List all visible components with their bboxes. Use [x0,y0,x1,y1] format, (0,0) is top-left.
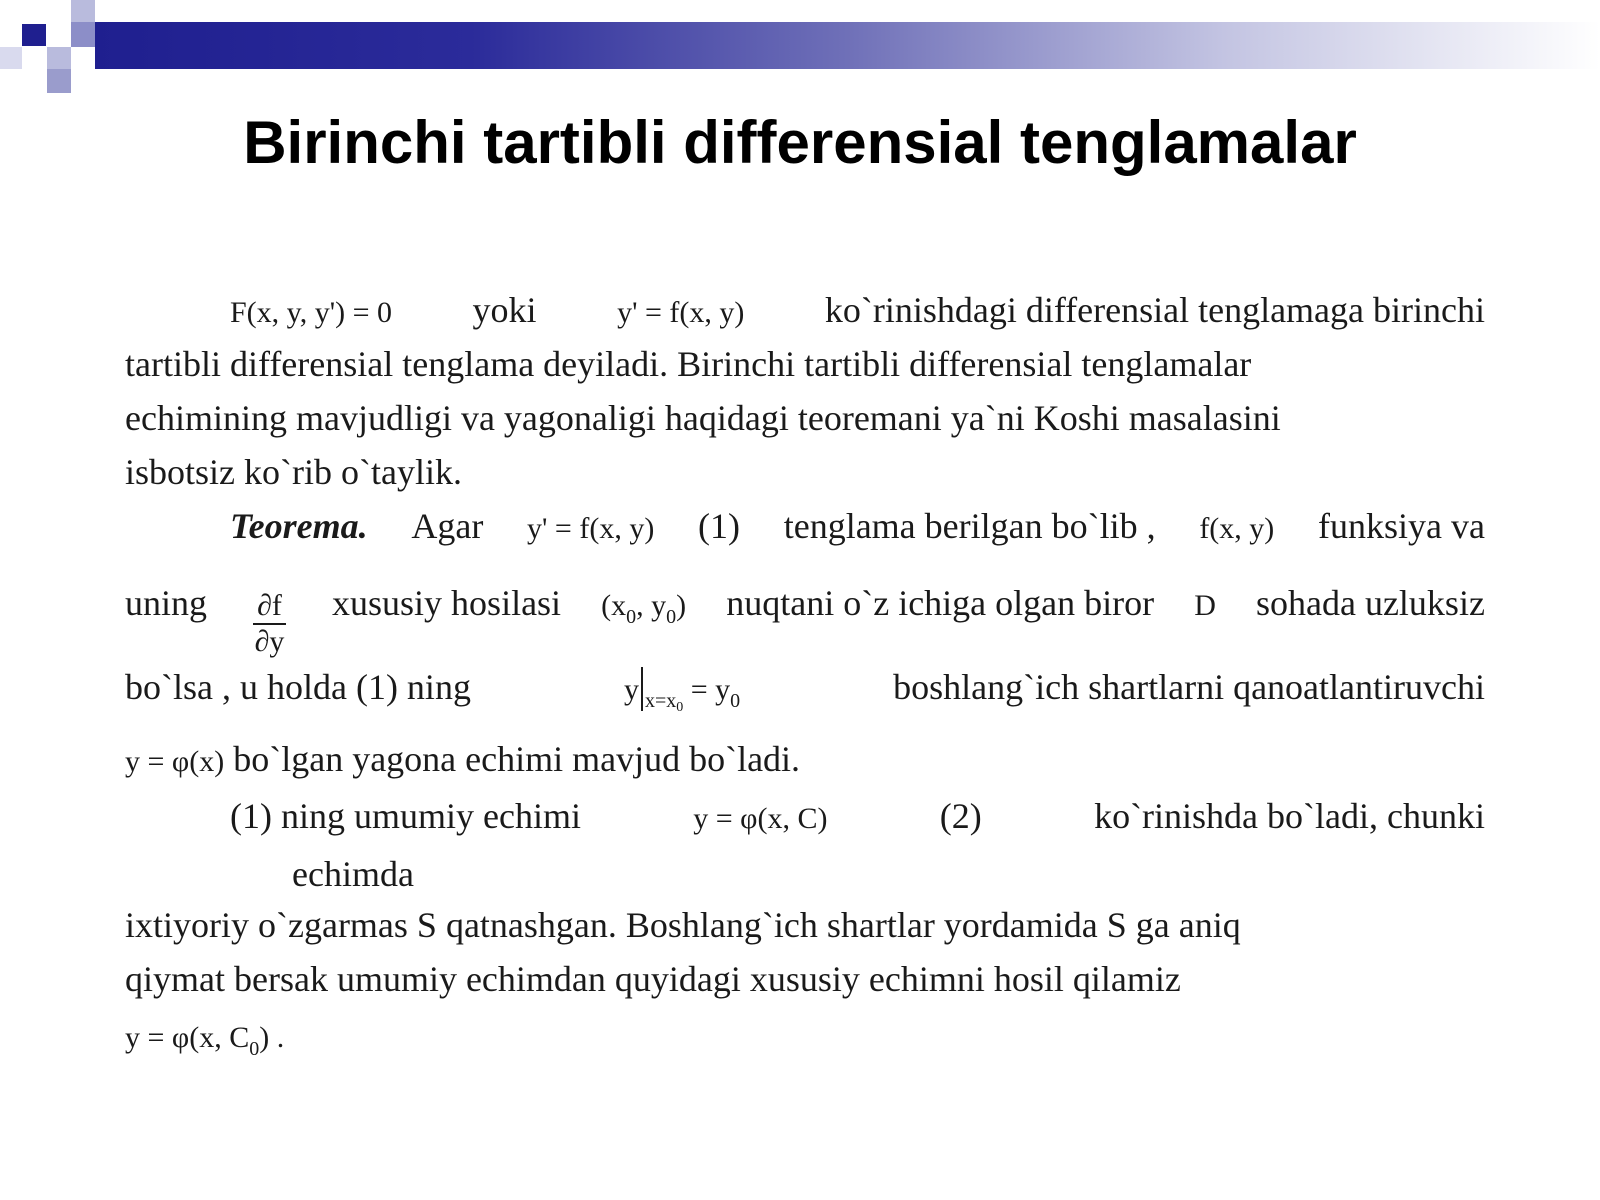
domain-symbol: D [1194,589,1216,622]
formula: y = φ(x) [125,745,225,778]
text: ixtiyoriy o`zgarmas S qatnashgan. Boshlang`ich shartlar yordamida S ga aniq [125,905,1241,945]
formula: f(x, y) [1199,512,1275,545]
text: (1) [698,506,741,546]
text: sohada uzluksiz [1255,583,1485,623]
text: tartibli differensial tenglama deyiladi. Birinchi tartibli differensial tenglamalar [125,344,1252,384]
formula: y' = f(x, y) [617,296,745,329]
decor-square [47,69,71,93]
decor-square [0,47,22,69]
initial-condition-formula: y $_{x=x0} = y_0$ [624,663,740,735]
point-formula: ($x_0$, $y_0$) [601,589,687,628]
header-band [95,22,1600,69]
p3-line-3 [125,898,1485,952]
text: isbotsiz ko`rib o`taylik. [125,452,462,492]
p1-line-4 [125,445,1485,499]
text: echimining mavjudligi va yagonaligi haqidagi teoremani ya`ni Koshi masalasini [125,398,1281,438]
text: ko`rinishda bo`ladi, chunki [1094,796,1485,836]
formula: F(x, y, y') = 0 [230,296,393,329]
p1-line-2 [125,337,1485,391]
text: bo`lgan yagona echimi mavjud bo`ladi. [233,739,801,779]
theorem-label: Teorema. [230,506,368,546]
text: bo`lsa , u holda (1) ning [125,667,471,707]
text: boshlang`ich shartlarni qanoatlantiruvchi [893,667,1485,707]
text: tenglama berilgan bo`lib , [783,506,1156,546]
text: ko`rinishdagi differensial tenglamaga birinchi [824,290,1485,330]
text: echimda [292,854,414,894]
text: uning [125,583,208,623]
text: xususiy hosilasi [332,583,562,623]
partial-derivative-fraction [253,589,286,659]
p1-line-1 [125,283,1485,340]
p3-line-1 [125,789,1485,846]
theorem-line-1 [125,499,1485,556]
text: (1) ning umumiy echimi [230,796,581,836]
formula: y' = f(x, y) [527,512,655,545]
text: Agar [411,506,484,546]
theorem-line-3 [125,660,1485,735]
fraction-denominator: ∂y [254,625,285,658]
theorem-line-2 [125,570,1485,659]
decor-square [22,24,46,46]
text: (2) [939,796,982,836]
decor-square [71,0,95,22]
p3-line-5 [125,1008,1485,1076]
theorem-line-4 [125,732,1485,789]
decor-square [71,22,95,47]
slide-title: Birinchi tartibli differensial tenglamalar [243,109,1357,176]
text: yoki [472,290,537,330]
formula: y = φ(x, C) [693,802,828,835]
decor-square [47,47,71,69]
text: qiymat bersak umumiy echimdan quyidagi xususiy echimni hosil qilamiz [125,959,1181,999]
fraction-numerator: ∂f [253,589,286,625]
text: funksiya va [1318,506,1485,546]
p3-line-2 [125,847,1485,901]
particular-solution-formula: y = φ(x, $C_0$) . [125,1021,285,1060]
p3-line-4 [125,952,1485,1006]
text: nuqtani o`z ichiga olgan biror [726,583,1155,623]
p1-line-3 [125,391,1485,445]
